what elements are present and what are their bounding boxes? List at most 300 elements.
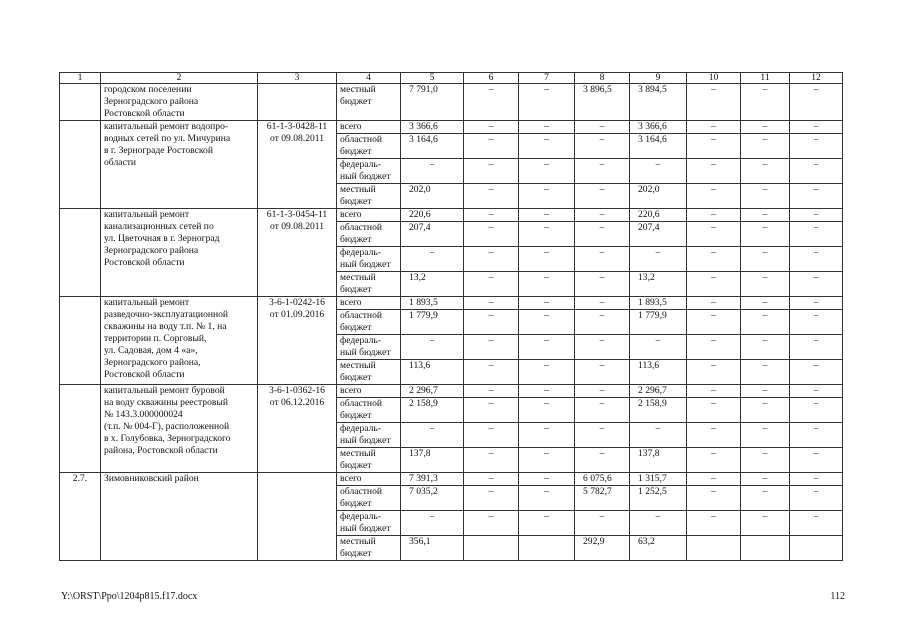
- value-cell: –: [401, 159, 464, 184]
- funding-source-line: областной: [340, 486, 383, 497]
- value-cell: 113,6: [630, 360, 687, 385]
- value-cell: 292,9: [575, 536, 630, 561]
- value-cell: –: [519, 448, 575, 473]
- funding-source: [337, 310, 401, 335]
- column-number: 2: [101, 73, 258, 84]
- object-name-line: разведочно-эксплуатационной: [104, 309, 229, 320]
- value-cell: –: [464, 385, 519, 398]
- registration-number: [258, 473, 337, 561]
- value-cell: 356,1: [401, 536, 464, 561]
- funding-source: [337, 423, 401, 448]
- value-cell: –: [741, 184, 790, 209]
- value-cell: –: [464, 159, 519, 184]
- object-name-line: Ростовской области: [104, 369, 185, 380]
- object-name-line: области: [104, 157, 137, 168]
- value-cell: –: [790, 473, 843, 486]
- column-number: 5: [401, 73, 464, 84]
- value-cell: –: [741, 84, 790, 121]
- value-cell: –: [464, 486, 519, 511]
- funding-source: [337, 209, 401, 222]
- value-cell: –: [575, 398, 630, 423]
- funding-source: [337, 121, 401, 134]
- funding-source: [337, 398, 401, 423]
- registration-number: [258, 121, 337, 209]
- value-cell: –: [687, 222, 741, 247]
- table-row: [60, 385, 843, 398]
- budget-table: [59, 72, 843, 561]
- value-cell: –: [687, 385, 741, 398]
- column-number: 8: [575, 73, 630, 84]
- value-cell: 7 035,2: [401, 486, 464, 511]
- funding-source-line: всего: [340, 297, 362, 308]
- value-cell: –: [401, 423, 464, 448]
- value-cell: –: [790, 84, 843, 121]
- value-cell: –: [401, 335, 464, 360]
- table-row: [60, 121, 843, 134]
- value-cell: –: [401, 247, 464, 272]
- value-cell: 1 893,5: [630, 297, 687, 310]
- value-cell: –: [741, 423, 790, 448]
- funding-source-line: ный бюджет: [340, 523, 391, 534]
- footer-file-path: Y:\ORST\Ppo\1204p815.f17.docx: [61, 591, 198, 602]
- header-row: [60, 73, 843, 84]
- funding-source-line: областной: [340, 310, 383, 321]
- value-cell: –: [519, 486, 575, 511]
- value-cell: 137,8: [401, 448, 464, 473]
- registration-line: 61-1-3-0454-11: [266, 209, 328, 220]
- value-cell: –: [790, 448, 843, 473]
- value-cell: 207,4: [401, 222, 464, 247]
- value-cell: 207,4: [630, 222, 687, 247]
- object-name-line: скважины на воду т.п. № 1, на: [104, 321, 227, 332]
- value-cell: –: [519, 423, 575, 448]
- value-cell: –: [575, 360, 630, 385]
- value-cell: –: [575, 310, 630, 335]
- funding-source: [337, 536, 401, 561]
- value-cell: –: [790, 297, 843, 310]
- value-cell: –: [575, 511, 630, 536]
- funding-source-line: бюджет: [340, 410, 372, 421]
- funding-source: [337, 84, 401, 121]
- value-cell: –: [464, 335, 519, 360]
- value-cell: –: [519, 310, 575, 335]
- value-cell: 202,0: [401, 184, 464, 209]
- value-cell: 220,6: [401, 209, 464, 222]
- value-cell: –: [687, 184, 741, 209]
- object-name-line: на воду скважины реестровый: [104, 397, 228, 408]
- value-cell: 13,2: [401, 272, 464, 297]
- funding-source-line: бюджет: [340, 548, 372, 559]
- value-cell: –: [790, 121, 843, 134]
- funding-source-line: местный: [340, 272, 376, 283]
- value-cell: –: [741, 360, 790, 385]
- value-cell: –: [464, 121, 519, 134]
- object-name-line: Зерноградского района,: [104, 357, 201, 368]
- value-cell: –: [464, 272, 519, 297]
- value-cell: –: [519, 511, 575, 536]
- funding-source: [337, 134, 401, 159]
- object-name-line: района, Ростовской области: [104, 445, 218, 456]
- funding-source-line: бюджет: [340, 322, 372, 333]
- value-cell: –: [630, 159, 687, 184]
- funding-source: [337, 448, 401, 473]
- funding-source-line: местный: [340, 448, 376, 459]
- column-number: 12: [790, 73, 843, 84]
- value-cell: 3 366,6: [401, 121, 464, 134]
- funding-source: [337, 360, 401, 385]
- value-cell: –: [741, 335, 790, 360]
- table-row: [60, 297, 843, 310]
- value-cell: –: [575, 272, 630, 297]
- object-name-line: канализационных сетей по: [104, 221, 214, 232]
- value-cell: –: [790, 360, 843, 385]
- funding-source-line: местный: [340, 84, 376, 95]
- value-cell: 1 779,9: [401, 310, 464, 335]
- value-cell: 7 791,0: [401, 84, 464, 121]
- value-cell: –: [741, 247, 790, 272]
- value-cell: 6 075,6: [575, 473, 630, 486]
- value-cell: –: [464, 511, 519, 536]
- funding-source-line: местный: [340, 184, 376, 195]
- value-cell: [464, 536, 519, 561]
- value-cell: –: [741, 134, 790, 159]
- column-number: 11: [741, 73, 790, 84]
- value-cell: 7 391,3: [401, 473, 464, 486]
- value-cell: –: [741, 511, 790, 536]
- value-cell: –: [687, 209, 741, 222]
- value-cell: –: [687, 360, 741, 385]
- table-row: [60, 84, 843, 121]
- object-name-line: капитальный ремонт водопро-: [104, 121, 229, 132]
- object-name-line: (т.п. № 004-Г), расположенной: [104, 421, 230, 432]
- object-name-line: Зерноградского района: [104, 245, 199, 256]
- funding-source-line: федераль-: [340, 159, 381, 170]
- value-cell: –: [519, 159, 575, 184]
- registration-number: [258, 209, 337, 297]
- column-number: 3: [258, 73, 337, 84]
- registration-line: от 01.09.2016: [269, 309, 325, 320]
- value-cell: 1 893,5: [401, 297, 464, 310]
- value-cell: 1 252,5: [630, 486, 687, 511]
- funding-source: [337, 385, 401, 398]
- row-number: 2.7.: [60, 473, 101, 561]
- row-number: [60, 121, 101, 209]
- value-cell: 3 366,6: [630, 121, 687, 134]
- value-cell: –: [687, 134, 741, 159]
- value-cell: 3 896,5: [575, 84, 630, 121]
- funding-source: [337, 247, 401, 272]
- value-cell: –: [790, 511, 843, 536]
- registration-line: 3-6-1-0242-16: [269, 297, 325, 308]
- row-number: [60, 297, 101, 385]
- registration-number: [258, 297, 337, 385]
- value-cell: –: [519, 247, 575, 272]
- value-cell: –: [575, 423, 630, 448]
- value-cell: 2 296,7: [401, 385, 464, 398]
- value-cell: –: [790, 310, 843, 335]
- funding-source-line: областной: [340, 134, 383, 145]
- value-cell: –: [741, 448, 790, 473]
- value-cell: –: [464, 209, 519, 222]
- object-name-line: ул. Цветочная в г. Зерноград: [104, 233, 220, 244]
- object-name-line: ул. Садовая, дом 4 «а»,: [104, 345, 198, 356]
- column-number: 1: [60, 73, 101, 84]
- value-cell: 3 164,6: [401, 134, 464, 159]
- registration-line: от 09.08.2011: [269, 221, 325, 232]
- value-cell: [519, 536, 575, 561]
- value-cell: –: [630, 511, 687, 536]
- funding-source-line: бюджет: [340, 234, 372, 245]
- object-name-line: Ростовской области: [104, 257, 185, 268]
- value-cell: 220,6: [630, 209, 687, 222]
- value-cell: –: [575, 209, 630, 222]
- value-cell: –: [575, 134, 630, 159]
- column-number: 4: [337, 73, 401, 84]
- object-name-line: Ростовской области: [104, 108, 185, 119]
- value-cell: –: [519, 385, 575, 398]
- value-cell: 13,2: [630, 272, 687, 297]
- value-cell: –: [741, 297, 790, 310]
- funding-source-line: федераль-: [340, 511, 381, 522]
- value-cell: –: [687, 247, 741, 272]
- value-cell: –: [519, 398, 575, 423]
- object-name-line: городском поселении: [104, 84, 192, 95]
- registration-number: [258, 84, 337, 121]
- value-cell: –: [741, 272, 790, 297]
- value-cell: –: [519, 473, 575, 486]
- funding-source-line: всего: [340, 121, 362, 132]
- column-number: 10: [687, 73, 741, 84]
- value-cell: –: [741, 473, 790, 486]
- object-name: [101, 209, 258, 297]
- value-cell: –: [519, 272, 575, 297]
- object-name-line: территории п. Сорговый,: [104, 333, 207, 344]
- value-cell: –: [575, 159, 630, 184]
- value-cell: –: [741, 385, 790, 398]
- registration-line: от 09.08.2011: [269, 133, 325, 144]
- value-cell: –: [790, 398, 843, 423]
- value-cell: –: [575, 335, 630, 360]
- value-cell: –: [741, 159, 790, 184]
- funding-source: [337, 159, 401, 184]
- funding-source-line: бюджет: [340, 498, 372, 509]
- value-cell: –: [790, 209, 843, 222]
- value-cell: –: [519, 335, 575, 360]
- value-cell: –: [519, 121, 575, 134]
- funding-source-line: ный бюджет: [340, 347, 391, 358]
- row-number: [60, 385, 101, 473]
- value-cell: –: [464, 310, 519, 335]
- value-cell: –: [630, 247, 687, 272]
- value-cell: –: [687, 159, 741, 184]
- funding-source-line: областной: [340, 398, 383, 409]
- value-cell: –: [741, 121, 790, 134]
- value-cell: –: [464, 247, 519, 272]
- value-cell: –: [519, 297, 575, 310]
- value-cell: –: [687, 448, 741, 473]
- value-cell: –: [687, 398, 741, 423]
- funding-source: [337, 335, 401, 360]
- value-cell: –: [741, 310, 790, 335]
- value-cell: 2 296,7: [630, 385, 687, 398]
- object-name: [101, 297, 258, 385]
- funding-source-line: бюджет: [340, 96, 372, 107]
- value-cell: –: [790, 184, 843, 209]
- registration-line: от 06.12.2016: [269, 397, 325, 408]
- funding-source-line: областной: [340, 222, 383, 233]
- funding-source-line: всего: [340, 209, 362, 220]
- value-cell: –: [575, 385, 630, 398]
- funding-source: [337, 486, 401, 511]
- value-cell: –: [687, 297, 741, 310]
- object-name-line: Зерноградского района: [104, 96, 199, 107]
- value-cell: 113,6: [401, 360, 464, 385]
- value-cell: –: [575, 184, 630, 209]
- value-cell: 5 782,7: [575, 486, 630, 511]
- registration-line: 3-6-1-0362-16: [269, 385, 325, 396]
- value-cell: –: [790, 247, 843, 272]
- funding-source-line: ный бюджет: [340, 259, 391, 270]
- column-number: 6: [464, 73, 519, 84]
- row-number: [60, 209, 101, 297]
- funding-source-line: ный бюджет: [340, 435, 391, 446]
- funding-source: [337, 297, 401, 310]
- value-cell: [687, 536, 741, 561]
- value-cell: –: [519, 360, 575, 385]
- value-cell: –: [464, 84, 519, 121]
- value-cell: –: [790, 385, 843, 398]
- object-name-line: капитальный ремонт: [104, 297, 190, 308]
- column-number: 7: [519, 73, 575, 84]
- value-cell: –: [790, 335, 843, 360]
- value-cell: –: [687, 511, 741, 536]
- value-cell: –: [687, 335, 741, 360]
- value-cell: –: [464, 134, 519, 159]
- object-name: [101, 121, 258, 209]
- table-row: [60, 473, 843, 486]
- value-cell: –: [630, 423, 687, 448]
- funding-source: [337, 184, 401, 209]
- object-name: [101, 385, 258, 473]
- object-name-line: № 143.3.000000024: [104, 409, 183, 420]
- value-cell: –: [464, 297, 519, 310]
- value-cell: –: [741, 398, 790, 423]
- value-cell: –: [741, 486, 790, 511]
- row-number: [60, 84, 101, 121]
- funding-source-line: местный: [340, 536, 376, 547]
- value-cell: –: [464, 398, 519, 423]
- object-name-line: Зимовниковский район: [104, 473, 199, 484]
- funding-source-line: бюджет: [340, 372, 372, 383]
- value-cell: 2 158,9: [401, 398, 464, 423]
- value-cell: –: [575, 247, 630, 272]
- value-cell: [790, 536, 843, 561]
- object-name-line: капитальный ремонт буровой: [104, 385, 225, 396]
- value-cell: –: [575, 448, 630, 473]
- value-cell: 202,0: [630, 184, 687, 209]
- value-cell: –: [519, 184, 575, 209]
- funding-source-line: всего: [340, 385, 362, 396]
- value-cell: –: [687, 272, 741, 297]
- registration-line: 61-1-3-0428-11: [266, 121, 328, 132]
- value-cell: –: [630, 335, 687, 360]
- value-cell: –: [790, 159, 843, 184]
- funding-source-line: местный: [340, 360, 376, 371]
- value-cell: 1 779,9: [630, 310, 687, 335]
- value-cell: –: [401, 511, 464, 536]
- funding-source-line: бюджет: [340, 460, 372, 471]
- value-cell: –: [575, 121, 630, 134]
- object-name-line: водных сетей по ул. Мичурина: [104, 133, 231, 144]
- funding-source: [337, 272, 401, 297]
- value-cell: 137,8: [630, 448, 687, 473]
- funding-source-line: федераль-: [340, 335, 381, 346]
- value-cell: –: [790, 134, 843, 159]
- value-cell: –: [519, 222, 575, 247]
- value-cell: –: [464, 184, 519, 209]
- value-cell: 3 894,5: [630, 84, 687, 121]
- table-row: [60, 209, 843, 222]
- value-cell: –: [790, 486, 843, 511]
- funding-source-line: федераль-: [340, 423, 381, 434]
- value-cell: –: [741, 209, 790, 222]
- value-cell: –: [575, 222, 630, 247]
- value-cell: –: [790, 272, 843, 297]
- column-number: 9: [630, 73, 687, 84]
- funding-source-line: бюджет: [340, 146, 372, 157]
- funding-source: [337, 473, 401, 486]
- funding-source-line: федераль-: [340, 247, 381, 258]
- funding-source: [337, 511, 401, 536]
- value-cell: –: [464, 448, 519, 473]
- registration-number: [258, 385, 337, 473]
- object-name: [101, 473, 258, 561]
- value-cell: –: [790, 423, 843, 448]
- value-cell: –: [464, 473, 519, 486]
- object-name-line: в х. Голубовка, Зерноградского: [104, 433, 231, 444]
- value-cell: 2 158,9: [630, 398, 687, 423]
- value-cell: [741, 536, 790, 561]
- object-name: [101, 84, 258, 121]
- value-cell: –: [687, 473, 741, 486]
- funding-source: [337, 222, 401, 247]
- value-cell: –: [687, 121, 741, 134]
- value-cell: –: [519, 134, 575, 159]
- value-cell: 3 164,6: [630, 134, 687, 159]
- value-cell: –: [519, 209, 575, 222]
- value-cell: –: [575, 297, 630, 310]
- value-cell: –: [687, 310, 741, 335]
- value-cell: 63,2: [630, 536, 687, 561]
- object-name-line: капитальный ремонт: [104, 209, 190, 220]
- object-name-line: в г. Зернограде Ростовской: [104, 145, 213, 156]
- value-cell: –: [464, 222, 519, 247]
- value-cell: –: [741, 222, 790, 247]
- value-cell: –: [687, 423, 741, 448]
- value-cell: –: [464, 423, 519, 448]
- funding-source-line: ный бюджет: [340, 171, 391, 182]
- value-cell: –: [464, 360, 519, 385]
- value-cell: –: [687, 486, 741, 511]
- value-cell: 1 315,7: [630, 473, 687, 486]
- funding-source-line: бюджет: [340, 196, 372, 207]
- value-cell: –: [519, 84, 575, 121]
- value-cell: –: [790, 222, 843, 247]
- funding-source-line: бюджет: [340, 284, 372, 295]
- value-cell: –: [687, 84, 741, 121]
- page-number: 112: [830, 591, 845, 602]
- funding-source-line: всего: [340, 473, 362, 484]
